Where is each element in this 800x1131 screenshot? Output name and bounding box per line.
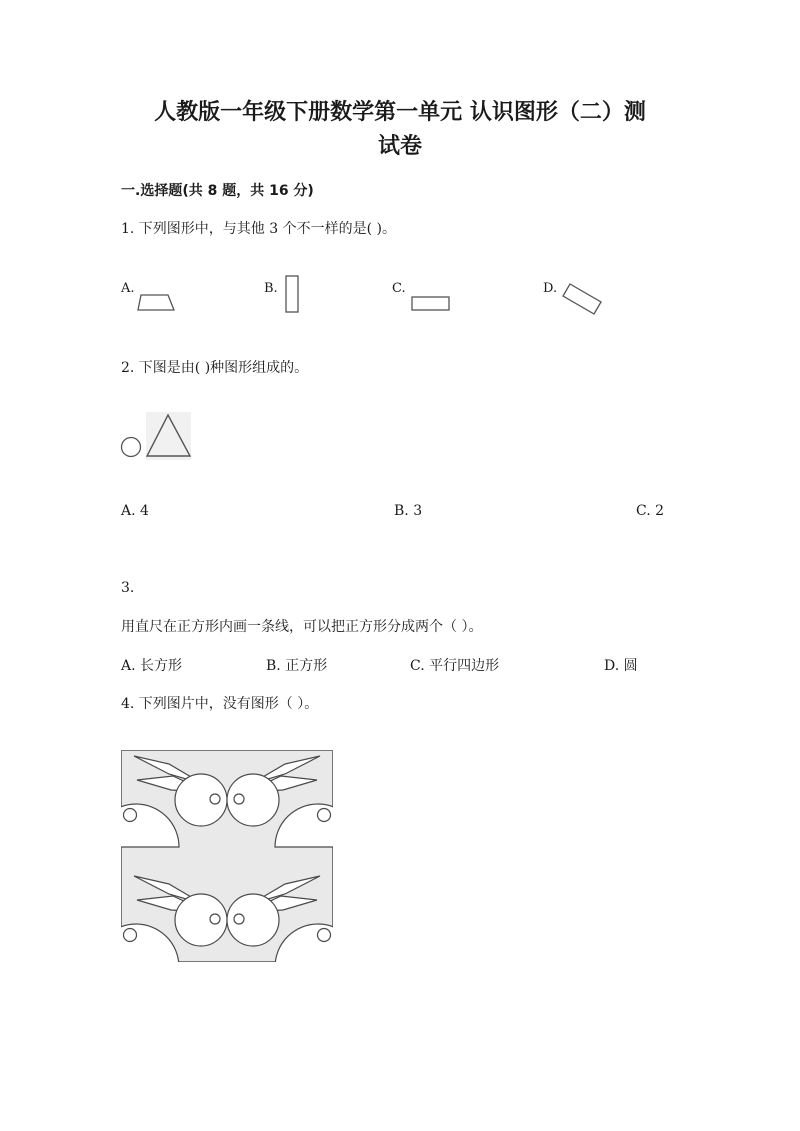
q2-circle-triangle-figure — [118, 410, 194, 462]
page-title-line-1: 人教版一年级下册数学第一单元 认识图形（二）测 — [154, 100, 646, 125]
q3-option-a: A. 长方形 — [121, 658, 183, 674]
q3-option-c: C. 平行四边形 — [410, 658, 500, 674]
question-3-stem: 用直尺在正方形内画一条线，可以把正方形分成两个（ ）。 — [121, 619, 483, 635]
q1-option-c-label: C. — [392, 281, 406, 296]
question-2-stem: 2. 下图是由( )种图形组成的。 — [121, 360, 309, 376]
q3-option-b: B. 正方形 — [266, 658, 328, 674]
q1-option-b-rectangle-shape — [284, 274, 302, 314]
q1-option-d-label: D. — [543, 281, 558, 296]
question-3-number: 3. — [121, 580, 135, 596]
page-title-line-2: 试卷 — [377, 134, 422, 159]
q1-option-a-label: A. — [121, 281, 135, 296]
q1-option-d-rotated-rectangle-shape — [560, 280, 604, 318]
q2-option-c: C. 2 — [636, 503, 665, 519]
q2-option-b: B. 3 — [394, 503, 423, 519]
section-heading: 一.选择题(共 8 题，共 16 分) — [121, 183, 314, 199]
question-4-stem: 4. 下列图片中，没有图形（ ）。 — [121, 696, 319, 712]
q1-option-a-trapezoid-shape — [136, 292, 178, 312]
q1-option-b-label: B. — [264, 281, 278, 296]
q1-option-c-rectangle-shape — [410, 295, 452, 313]
q2-option-a: A. 4 — [121, 503, 149, 519]
q3-option-d: D. 圆 — [604, 658, 638, 674]
question-1-stem: 1. 下列图形中，与其他 3 个不一样的是( )。 — [121, 221, 396, 237]
q4-rabbits-picture — [121, 750, 333, 962]
